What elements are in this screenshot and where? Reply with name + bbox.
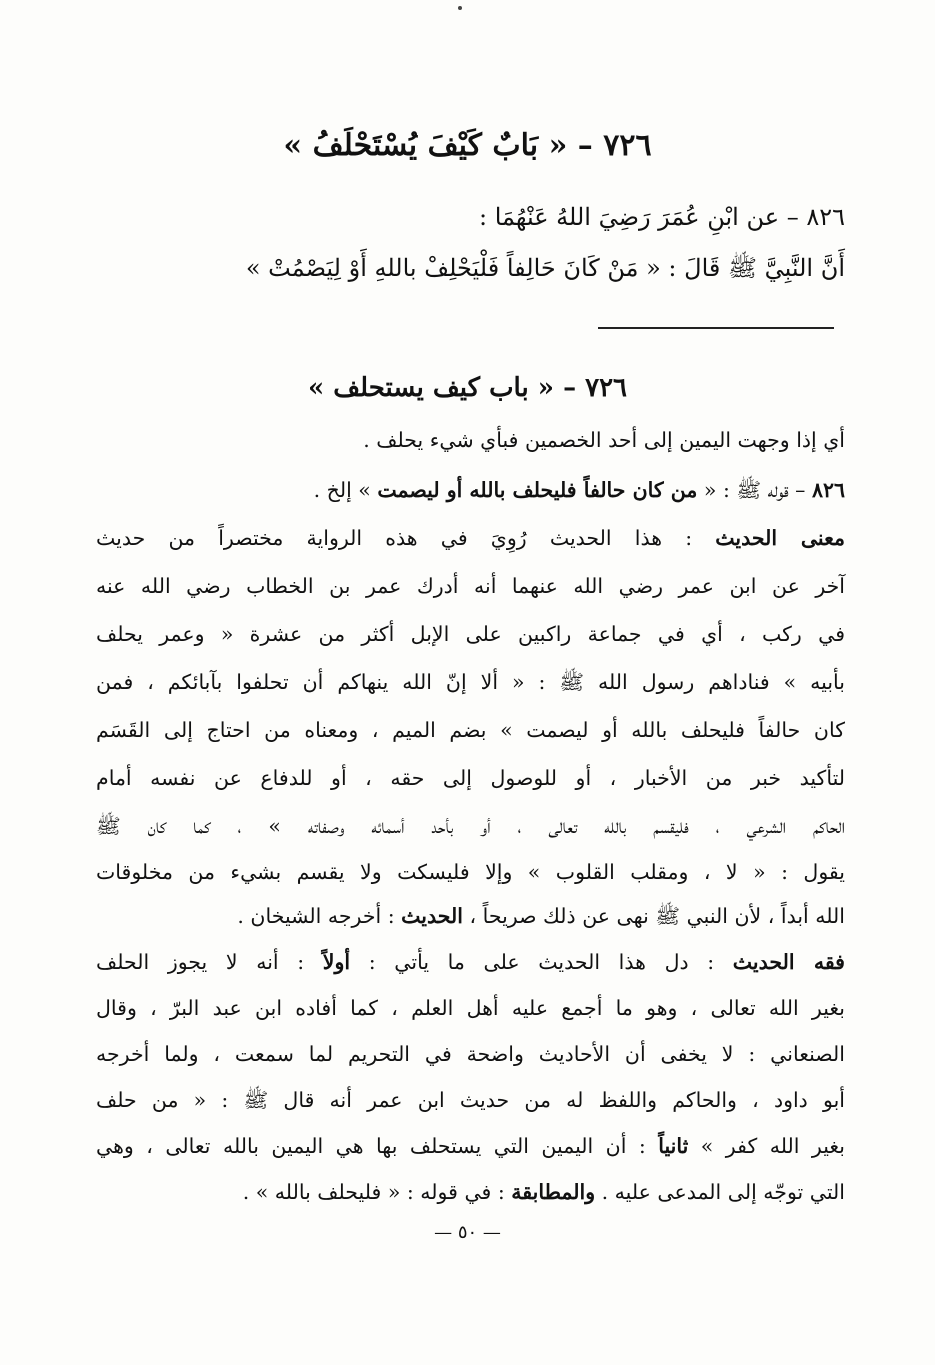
text-line bbox=[96, 622, 845, 646]
text-run: كان حالفاً فليحلف بالله أو ليصمت » بضم الميم ، ومعناه من احتاج إلى القَسَم bbox=[96, 718, 845, 742]
bold-term: والمطابقة bbox=[511, 1180, 596, 1204]
text-run: بأبيه » فناداهم رسول الله ﷺ : « ألا إنّ الله ينهاكم أن تحلفوا بآبائكم ، فمن bbox=[96, 670, 845, 694]
text-run: آخر عن ابن عمر رضي الله عنهما أنه أدرك عمر بن الخطاب رضي الله عنه bbox=[96, 574, 845, 598]
text-run: يقول : « لا ، ومقلب القلوب » وإلا فليسكت ولا يقسم بشيء من مخلوقات bbox=[96, 860, 845, 884]
hadith-intro: ٨٢٦ – عن ابْنِ عُمَرَ رَضِيَ اللهُ عَنْهُمَا : bbox=[478, 203, 845, 231]
text-line bbox=[96, 574, 845, 598]
text-run: الحاكم الشرعي ، فليقسم بالله تعالى ، أو بأحد أسمائه وصفاته » ، كما كان ﷺ bbox=[96, 814, 845, 838]
text-line bbox=[96, 950, 845, 974]
text-line bbox=[96, 526, 845, 550]
text-run: : أخرجه الشيخان . bbox=[237, 904, 402, 928]
text-run: الصنعاني : لا يخفى أن الأحاديث واضحة في التحريم لما سمعت ، ولما أخرجه bbox=[96, 1042, 845, 1066]
text-run: التي توجّه إلى المدعى عليه . bbox=[595, 1180, 845, 1204]
text-line bbox=[96, 1042, 845, 1066]
text-run: : هذا الحديث رُوِيَ في هذه الرواية مختصراً من حديث bbox=[96, 526, 716, 550]
text-line bbox=[96, 1088, 845, 1118]
text-run: : أن اليمين التي يستحلف بها هي اليمين بالله تعالى ، وهي bbox=[96, 1134, 659, 1158]
text-run: في ركب ، أي في جماعة راكبين على الإبل أكثر من عشرة « وعمر يحلف bbox=[96, 622, 845, 646]
text-line bbox=[96, 766, 845, 790]
text-line bbox=[96, 1134, 845, 1158]
text-line bbox=[96, 814, 845, 844]
text-run: بغير الله تعالى ، وهو ما أجمع عليه أهل العلم ، كما أفاده ابن عبد البرّ ، وقال bbox=[96, 996, 845, 1020]
text-run: بغير الله كفر » bbox=[688, 1134, 845, 1158]
bold-term: ثانياً bbox=[658, 1134, 689, 1158]
chapter-heading: ٧٢٦ – « بَابٌ كَيْفَ يُسْتَحْلَفُ » bbox=[283, 128, 652, 163]
text-line bbox=[96, 904, 845, 934]
text-run: : في قوله : « فليحلف بالله » . bbox=[242, 1180, 512, 1204]
text-run: الله أبداً ، لأن النبي ﷺ نهى عن ذلك صريحاً ، bbox=[462, 904, 845, 928]
text-run: – قوله ﷺ : « bbox=[697, 478, 812, 502]
text-line bbox=[96, 428, 845, 452]
text-line bbox=[96, 860, 845, 884]
text-line bbox=[96, 478, 845, 508]
text-line bbox=[96, 1180, 845, 1204]
bold-term: فقه الحديث bbox=[732, 950, 845, 974]
bold-term: أولاً bbox=[322, 950, 351, 974]
text-line bbox=[96, 718, 845, 742]
hadith-text: أَنَّ النَّبِيَّ ﷺ قَالَ : « مَنْ كَانَ حَالِفاً فَلْيَحْلِفْ باللهِ أَوْ لِيَصْمُتْ » bbox=[245, 254, 845, 282]
text-run: » إلخ . bbox=[313, 478, 378, 502]
page-mark bbox=[458, 6, 462, 10]
text-run: أبو داود ، والحاكم واللفظ له من حديث ابن عمر أنه قال ﷺ : « من حلف bbox=[96, 1088, 845, 1112]
text-run: : دل هذا الحديث على ما يأتي : bbox=[350, 950, 733, 974]
bold-term: معنى الحديث bbox=[715, 526, 845, 550]
commentary-heading: ٧٢٦ – « باب كيف يستحلف » bbox=[307, 373, 628, 403]
text-line bbox=[96, 670, 845, 700]
text-line bbox=[96, 996, 845, 1020]
bold-term: الحديث bbox=[401, 904, 463, 928]
text-run: أي إذا وجهت اليمين إلى أحد الخصمين فبأي شيء يحلف . bbox=[363, 428, 845, 452]
text-run: : أنه لا يجوز الحلف bbox=[96, 950, 323, 974]
bold-term: ٨٢٦ bbox=[811, 478, 845, 502]
section-divider bbox=[598, 327, 834, 329]
text-run: لتأكيد خبر من الأخبار ، أو للوصول إلى حقه ، أو للدفاع عن نفسه أمام bbox=[96, 766, 845, 790]
bold-term: من كان حالفاً فليحلف بالله أو ليصمت bbox=[377, 478, 698, 502]
page-number: — ٥٠ — bbox=[434, 1222, 501, 1243]
